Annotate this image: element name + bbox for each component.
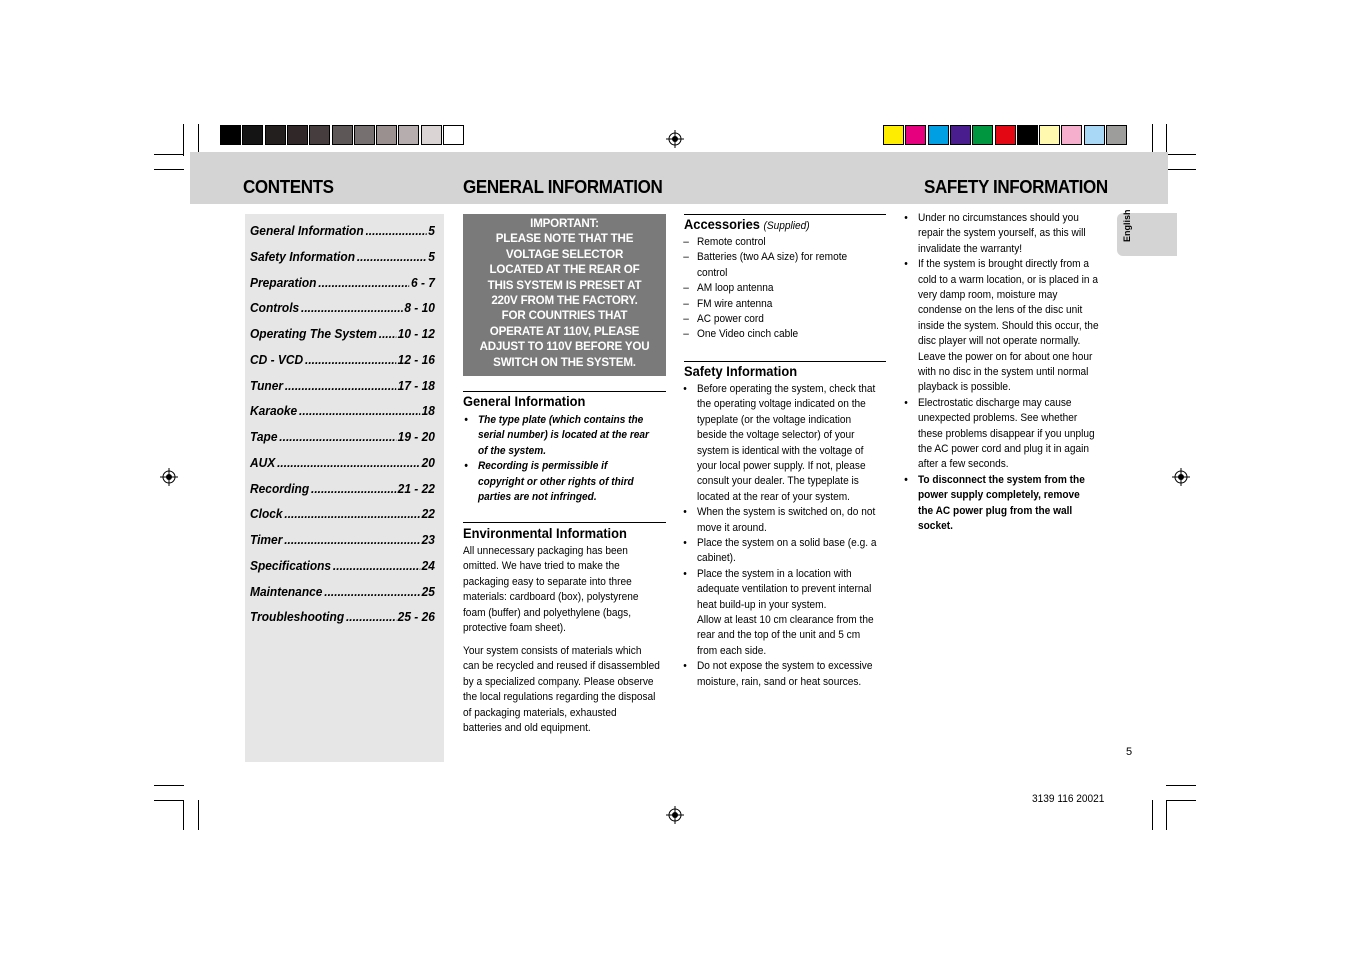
toc-leader-dots	[277, 455, 420, 470]
safety-info-heading: Safety Information	[684, 363, 798, 379]
bullet-marker: •	[683, 506, 687, 519]
language-label: English	[1122, 209, 1132, 242]
toc-entry-page: 24	[421, 557, 435, 573]
section-rule	[463, 391, 666, 392]
accessories-heading	[684, 216, 810, 232]
color-swatch	[1106, 125, 1127, 145]
list-item	[464, 413, 649, 459]
toc-entry-page: 10 - 12	[397, 326, 435, 341]
toc-entry-label: Clock	[250, 506, 283, 522]
list-item-line: unexpected problems. See whether	[918, 412, 1078, 425]
list-item-line: after a few seconds.	[918, 458, 1009, 471]
list-item	[904, 473, 1085, 535]
list-item-line: Electrostatic discharge may cause	[918, 396, 1072, 409]
toc-leader-dots	[365, 223, 426, 238]
bullet-marker: •	[904, 212, 908, 224]
list-item-line: these problems disappear if you unplug	[918, 427, 1095, 440]
toc-entry	[250, 609, 435, 627]
bullet-marker: –	[683, 282, 689, 295]
list-item-line: moisture, rain, sand or heat sources.	[697, 675, 862, 688]
list-item-line: disc player will not operate normally.	[918, 335, 1081, 348]
list-item	[904, 211, 1086, 257]
toc-entry-label: Controls	[250, 300, 300, 316]
section-rule	[684, 214, 886, 215]
list-item-line: Place the system on a solid base (e.g. a	[697, 537, 877, 549]
bullet-marker: –	[683, 297, 689, 310]
list-item-line: Do not expose the system to excessive	[697, 660, 873, 673]
toc-entry-page: 25 - 26	[397, 609, 435, 625]
toc-leader-dots	[333, 558, 420, 573]
list-item-line: rear and the top of the unit and 5 cm	[697, 629, 861, 642]
list-item-line: Place the system in a location with	[697, 567, 852, 580]
toc-entry-page: 8 - 10	[404, 300, 435, 316]
toc-entry-label: Recording	[250, 480, 310, 496]
registration-mark-icon	[1172, 468, 1190, 486]
color-swatch	[1061, 125, 1082, 145]
color-swatch	[354, 125, 375, 145]
toc-entry	[250, 352, 435, 370]
color-swatch	[1017, 125, 1038, 145]
bullet-marker: •	[464, 460, 468, 473]
toc-entry	[250, 558, 435, 576]
color-swatch	[928, 125, 949, 145]
toc-entry-label: Tape	[250, 429, 278, 444]
color-swatch	[950, 125, 971, 145]
paragraph-line: by a specialized company. Please observe	[463, 675, 654, 688]
color-swatch	[309, 125, 330, 145]
paragraph-line: of packaging materials, exhausted	[463, 706, 617, 719]
list-item-line: move it around.	[697, 521, 767, 534]
page-number: 5	[1126, 746, 1133, 758]
list-item-line: system is identical with the voltage of	[697, 444, 864, 457]
list-item-line: the operating voltage indicated on the	[697, 398, 866, 411]
list-item-line: Before operating the system, check that	[697, 383, 876, 395]
toc-entry	[250, 584, 435, 602]
bullet-marker: •	[683, 383, 687, 395]
list-item	[683, 567, 874, 659]
contents-title: CONTENTS	[243, 176, 334, 197]
toc-entry-page: 18	[421, 403, 435, 419]
toc-entry-label: Troubleshooting	[250, 609, 345, 625]
accessories-supplied-note: (Supplied)	[763, 220, 810, 232]
list-item-line: very damp room, moisture may	[918, 289, 1058, 301]
document-code: 3139 116 20021	[1032, 793, 1105, 805]
important-line: 220V FROM THE FACTORY.	[491, 294, 638, 308]
toc-entry-label: Karaoke	[250, 403, 298, 419]
color-swatch	[443, 125, 464, 145]
color-swatch	[376, 125, 397, 145]
color-swatch	[905, 125, 926, 145]
toc-entry-label: Preparation	[250, 274, 317, 290]
toc-entry-page: 22	[421, 506, 435, 522]
toc-entry-label: Specifications	[250, 557, 332, 573]
list-item-line: condense on the lens of the disc unit	[918, 304, 1083, 317]
toc-entry-page: 25	[421, 583, 435, 599]
paragraph-line: omitted. We have tried to make the	[463, 560, 620, 573]
paragraph-line: batteries and old equipment.	[463, 722, 591, 735]
list-item-line: the AC power plug from the wall	[918, 504, 1073, 517]
toc-entry-label: Maintenance	[250, 583, 323, 599]
toc-entry-label: Tuner	[250, 377, 284, 393]
color-swatch	[1039, 125, 1060, 145]
toc-entry-page: 5	[428, 248, 435, 264]
color-swatch	[287, 125, 308, 145]
important-line: THIS SYSTEM IS PRESET AT	[487, 278, 642, 292]
toc-entry	[250, 378, 435, 396]
safety-information-title: SAFETY INFORMATION	[924, 176, 1108, 197]
toc-entry	[250, 506, 435, 524]
toc-leader-dots	[318, 275, 409, 290]
list-item-line: If the system is brought directly from a	[918, 258, 1089, 271]
bullet-marker: •	[904, 473, 908, 486]
toc-entry-label: Safety Information	[250, 248, 355, 264]
toc-leader-dots	[284, 506, 419, 521]
important-line: LOCATED AT THE REAR OF	[489, 263, 640, 277]
list-item-line: Recording is permissible if	[478, 460, 608, 473]
list-item-line: invalidate the warranty!	[918, 242, 1023, 255]
list-item-line: AM loop antenna	[697, 282, 774, 295]
language-tab	[1117, 209, 1177, 256]
toc-leader-dots	[311, 481, 396, 496]
list-item-line: typeplate (or the voltage indication	[697, 413, 852, 426]
registration-mark-icon	[160, 468, 178, 486]
list-item-line: beside the voltage selector) of your	[697, 429, 855, 442]
environmental-paragraph-1	[463, 544, 638, 636]
toc-entry	[250, 532, 435, 550]
environmental-heading: Environmental Information	[463, 525, 627, 541]
list-item	[683, 382, 876, 505]
list-item-line: heat build-up in your system.	[697, 598, 827, 611]
toc-entry-label: Timer	[250, 532, 283, 547]
color-swatch	[1084, 125, 1105, 145]
important-line: VOLTAGE SELECTOR	[505, 247, 624, 261]
general-info-heading: General Information	[463, 393, 586, 409]
list-item-line: copyright or other rights of third	[478, 475, 634, 488]
toc-entry	[250, 481, 435, 499]
paragraph-line: can be recycled and reused if disassembled	[463, 660, 660, 673]
list-item	[904, 396, 1095, 473]
bullet-marker: •	[904, 258, 908, 271]
important-notice	[463, 214, 666, 376]
bullet-marker: •	[904, 396, 908, 409]
important-line: OPERATE AT 110V, PLEASE	[489, 324, 640, 338]
toc-entry	[250, 326, 435, 344]
list-item	[683, 536, 877, 567]
toc-entry	[250, 249, 435, 267]
toc-entry	[250, 429, 435, 447]
toc-entry	[250, 455, 435, 473]
paragraph-line: foam (buffer) and polyethylene (bags,	[463, 606, 632, 619]
list-item-line: inside the system. Should this occur, the	[918, 319, 1099, 332]
list-item-line: from each side.	[697, 644, 767, 657]
color-swatch	[220, 125, 241, 145]
color-swatch	[972, 125, 993, 145]
list-item-line: When the system is switched on, do not	[697, 506, 876, 519]
list-item	[683, 297, 773, 312]
section-rule	[463, 522, 666, 523]
toc-leader-dots	[301, 300, 402, 315]
paragraph-line: packaging easy to separate into three	[463, 575, 632, 588]
list-item-line: serial number) is located at the rear	[478, 429, 649, 442]
toc-leader-dots	[305, 352, 396, 367]
toc-leader-dots	[284, 532, 420, 547]
accessories-heading-text: Accessories	[684, 216, 760, 232]
list-item-line: cold to a warm location, or is placed in a	[918, 273, 1099, 286]
toc-entry-label: Operating The System	[250, 326, 377, 341]
list-item-line: Remote control	[697, 236, 766, 248]
list-item-line: Under no circumstances should you	[918, 212, 1079, 224]
list-item-line: control	[697, 266, 728, 279]
list-item-line: located at the rear of your system.	[697, 490, 851, 503]
color-swatch	[421, 125, 442, 145]
toc-entry-page: 20	[421, 454, 435, 470]
color-swatch	[242, 125, 263, 145]
environmental-paragraph-2	[463, 644, 660, 736]
list-item	[683, 250, 848, 281]
important-line: IMPORTANT:	[530, 217, 599, 230]
paragraph-line: Your system consists of materials which	[463, 645, 642, 657]
section-rule	[684, 361, 886, 362]
color-swatch	[398, 125, 419, 145]
registration-mark-icon	[666, 806, 684, 824]
list-item-line: Allow at least 10 cm clearance from the	[697, 614, 874, 627]
list-item	[683, 235, 766, 250]
list-item-line: cabinet).	[697, 552, 736, 565]
list-item-line: power supply completely, remove	[918, 489, 1080, 502]
toc-entry-label: CD - VCD	[250, 351, 304, 367]
list-item-line: adequate ventilation to prevent internal	[697, 583, 872, 596]
color-swatch	[265, 125, 286, 145]
bullet-marker: –	[683, 313, 689, 325]
toc-entry-page: 17 - 18	[397, 377, 435, 393]
list-item-line: repair the system yourself, as this will	[918, 227, 1086, 240]
toc-leader-dots	[346, 609, 396, 624]
bullet-marker: •	[683, 567, 687, 580]
bullet-marker: •	[683, 660, 687, 673]
list-item-line: the AC power cord and plug it in again	[918, 443, 1090, 456]
toc-entry-page: 21 - 22	[397, 480, 435, 496]
toc-leader-dots	[285, 378, 396, 393]
bullet-marker: –	[683, 328, 689, 341]
important-line: SWITCH ON THE SYSTEM.	[493, 355, 636, 369]
toc-leader-dots	[324, 584, 419, 599]
important-line: PLEASE NOTE THAT THE	[495, 232, 634, 246]
toc-entry	[250, 275, 435, 293]
list-item-line: your local power supply. If not, please	[697, 460, 866, 473]
toc-entry	[250, 300, 435, 318]
list-item-line: AC power cord	[697, 313, 764, 325]
list-item-line: One Video cinch cable	[697, 328, 799, 341]
toc-entry-page: 12 - 16	[397, 351, 435, 367]
table-of-contents	[245, 214, 444, 762]
list-item-line: consult your dealer. The typeplate is	[697, 475, 859, 488]
list-item-line: To disconnect the system from the	[918, 473, 1085, 486]
bullet-marker: •	[464, 414, 468, 426]
list-item	[683, 327, 799, 342]
list-item-line: with no disc in the system until normal	[918, 366, 1089, 379]
list-item	[683, 281, 774, 296]
color-swatch	[883, 125, 904, 145]
paragraph-line: the local regulations regarding the disposal	[463, 691, 656, 704]
toc-entry	[250, 403, 435, 421]
toc-entry-page: 6 - 7	[410, 274, 435, 290]
toc-entry-label: AUX	[250, 454, 276, 470]
toc-entry-label: General Information	[250, 223, 364, 238]
paragraph-line: protective foam sheet).	[463, 622, 566, 635]
toc-entry	[250, 223, 435, 241]
toc-entry-page: 5	[428, 223, 435, 238]
bullet-marker: –	[683, 236, 689, 248]
important-line: ADJUST TO 110V BEFORE YOU	[479, 340, 650, 354]
list-item-line: socket.	[918, 520, 953, 533]
registration-mark-icon	[666, 130, 684, 148]
list-item	[683, 505, 876, 536]
list-item	[683, 659, 873, 690]
list-item-line: FM wire antenna	[697, 297, 773, 310]
paragraph-line: All unnecessary packaging has been	[463, 545, 628, 557]
toc-leader-dots	[299, 403, 420, 418]
paragraph-line: materials: cardboard (box), polystyrene	[463, 591, 639, 604]
toc-entry-page: 23	[421, 532, 435, 547]
list-item-line: playback is possible.	[918, 381, 1011, 394]
list-item-line: The type plate (which contains the	[478, 414, 644, 426]
color-swatch	[995, 125, 1016, 145]
list-item	[904, 257, 1099, 396]
toc-leader-dots	[357, 249, 427, 264]
list-item-line: of the system.	[478, 444, 547, 457]
general-information-title: GENERAL INFORMATION	[463, 176, 663, 197]
list-item-line: parties are not infringed.	[478, 491, 597, 503]
list-item	[464, 459, 634, 505]
list-item	[683, 312, 764, 327]
bullet-marker: •	[683, 537, 687, 549]
list-item-line: Batteries (two AA size) for remote	[697, 251, 848, 264]
color-swatch	[332, 125, 353, 145]
important-line: FOR COUNTRIES THAT	[501, 309, 628, 323]
toc-leader-dots	[279, 429, 396, 444]
bullet-marker: –	[683, 251, 689, 264]
list-item-line: Leave the power on for about one hour	[918, 350, 1093, 363]
toc-entry-page: 19 - 20	[397, 429, 435, 444]
toc-leader-dots	[379, 326, 396, 341]
